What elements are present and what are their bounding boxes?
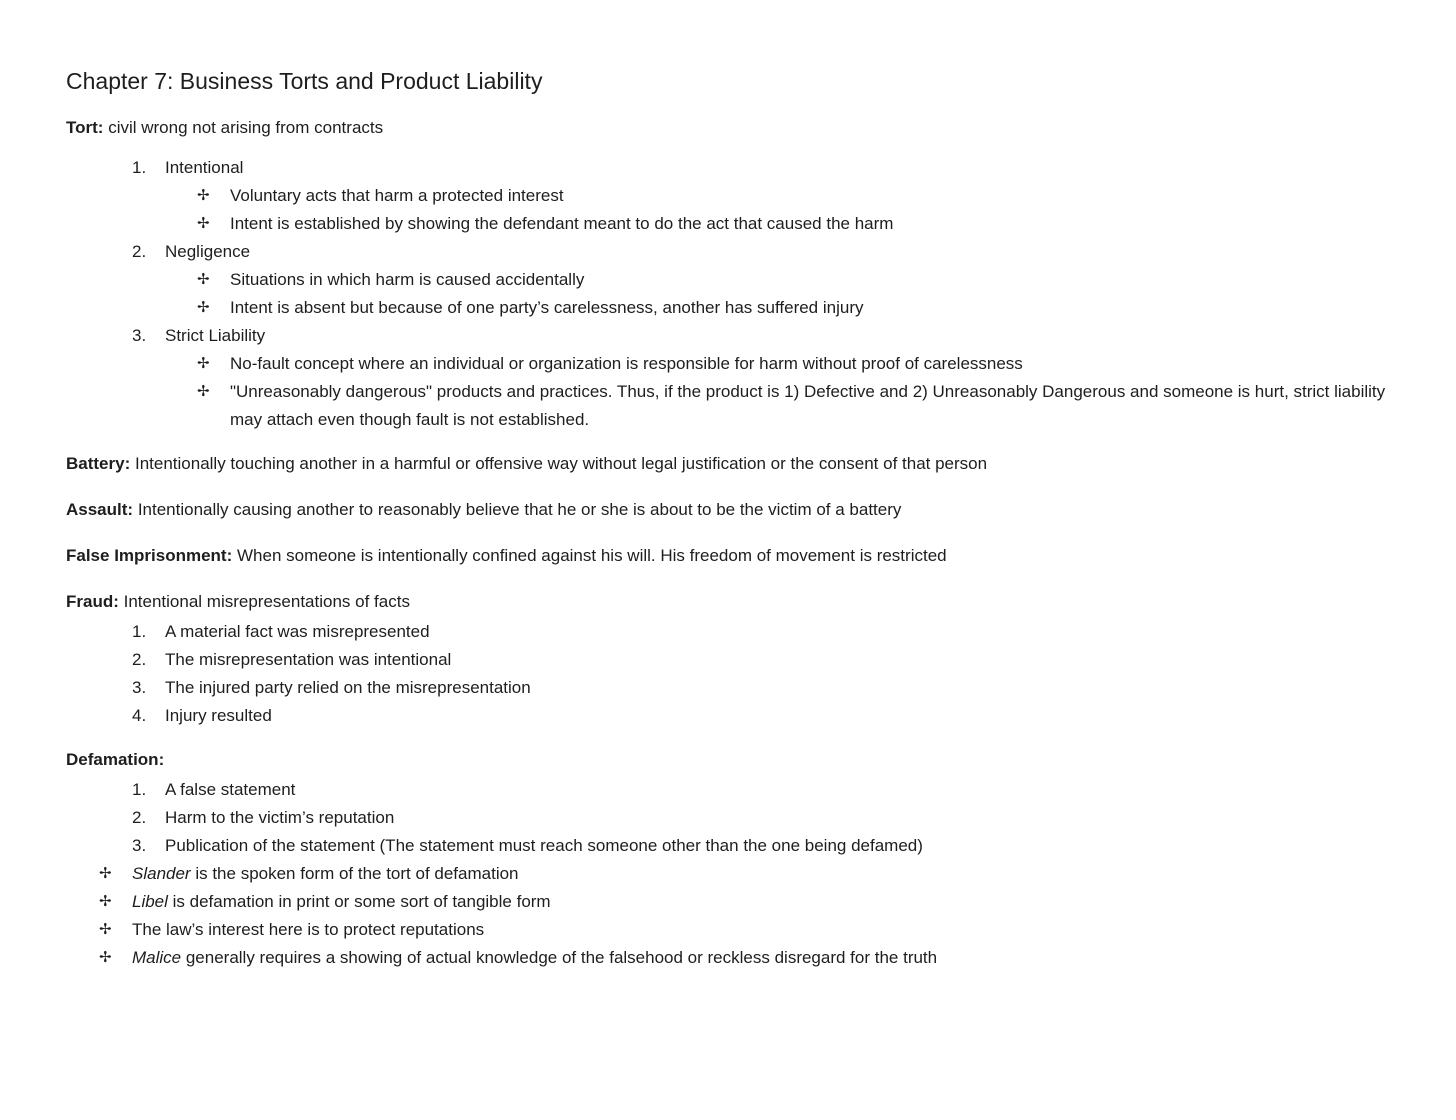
sub-list	[165, 266, 1396, 322]
sub-list-text: "Unreasonably dangerous" products and practices. Thus, if the product is 1) Defective and 2) Unreasonably Dangerous and someone is hurt, strict liability may attach even though fault is not established.	[230, 382, 1386, 429]
defamation-elements-list	[66, 776, 1396, 860]
note-text: is defamation in print or some sort of tangible form	[167, 892, 551, 911]
page-title: Chapter 7: Business Torts and Product Liability	[66, 68, 543, 94]
list-item	[66, 618, 1396, 646]
sub-list-item	[165, 182, 1396, 210]
battery-text: Intentionally touching another in a harmful or offensive way without legal justification or the consent of that person	[134, 454, 988, 473]
list-item	[66, 238, 1396, 322]
fraud-text: Intentional misrepresentations of facts	[123, 592, 410, 611]
note-item	[66, 916, 1396, 944]
assault-text: Intentionally causing another to reasonably believe that he or she is about to be the victim of a battery	[137, 500, 902, 519]
false-imprisonment-text: When someone is intentionally confined against his will. His freedom of movement is restricted	[237, 546, 947, 565]
list-item	[66, 322, 1396, 434]
list-item-label: Strict Liability	[165, 326, 266, 345]
bullet-icon: ✢	[197, 271, 210, 288]
false-imprisonment-term: False Imprisonment:	[66, 546, 233, 565]
list-number: 3.	[132, 836, 147, 855]
defamation-term: Defamation:	[66, 750, 165, 769]
note-item	[66, 888, 1396, 916]
bullet-icon: ✢	[197, 383, 210, 400]
note-emphasis: Libel	[132, 892, 168, 911]
list-number: 1.	[132, 158, 147, 177]
assault-term: Assault:	[66, 500, 134, 519]
bullet-icon: ✢	[197, 355, 210, 372]
assault-definition	[66, 498, 1396, 522]
list-item-label: The misrepresentation was intentional	[165, 650, 452, 669]
document-page	[66, 66, 1396, 972]
sub-list-text: Voluntary acts that harm a protected interest	[230, 186, 564, 205]
tort-term: Tort:	[66, 118, 104, 137]
note-text: generally requires a showing of actual knowledge of the falsehood or reckless disregard for the truth	[181, 948, 938, 967]
sub-list-item	[165, 378, 1396, 434]
list-item	[66, 674, 1396, 702]
sub-list	[165, 182, 1396, 238]
bullet-icon: ✢	[99, 865, 112, 882]
tort-types-list	[66, 154, 1396, 434]
sub-list-text: Situations in which harm is caused accidentally	[230, 270, 585, 289]
bullet-icon: ✢	[99, 949, 112, 966]
list-number: 2.	[132, 242, 147, 261]
list-number: 2.	[132, 808, 147, 827]
list-item	[66, 776, 1396, 804]
sub-list-text: Intent is absent but because of one party’s carelessness, another has suffered injury	[230, 298, 864, 317]
tort-text: civil wrong not arising from contracts	[108, 118, 384, 137]
list-item-label: Negligence	[165, 242, 251, 261]
sub-list-text: No-fault concept where an individual or organization is responsible for harm without proof of carelessness	[230, 354, 1023, 373]
bullet-icon: ✢	[99, 921, 112, 938]
sub-list-item	[165, 350, 1396, 378]
note-emphasis: Malice	[132, 948, 182, 967]
sub-list-item	[165, 294, 1396, 322]
list-item	[66, 832, 1396, 860]
fraud-definition	[66, 590, 1396, 614]
defamation-notes-list	[66, 860, 1396, 972]
bullet-icon: ✢	[99, 893, 112, 910]
sub-list-text: Intent is established by showing the defendant meant to do the act that caused the harm	[230, 214, 894, 233]
note-emphasis: Slander	[132, 864, 191, 883]
note-item	[66, 944, 1396, 972]
list-item-label: A material fact was misrepresented	[165, 622, 430, 641]
list-number: 3.	[132, 326, 147, 345]
list-item	[66, 804, 1396, 832]
note-text: is the spoken form of the tort of defamation	[190, 864, 519, 883]
fraud-term: Fraud:	[66, 592, 119, 611]
list-item-label: The injured party relied on the misrepresentation	[165, 678, 531, 697]
note-text: The law’s interest here is to protect reputations	[132, 920, 485, 939]
tort-definition	[66, 116, 1396, 140]
bullet-icon: ✢	[197, 299, 210, 316]
battery-term: Battery:	[66, 454, 131, 473]
list-item	[66, 646, 1396, 674]
list-item	[66, 702, 1396, 730]
list-item-label: Harm to the victim’s reputation	[165, 808, 395, 827]
list-item-label: Publication of the statement (The statement must reach someone other than the one being defamed)	[165, 836, 923, 855]
list-item	[66, 154, 1396, 238]
sub-list-item	[165, 210, 1396, 238]
list-number: 4.	[132, 706, 147, 725]
list-item-label: A false statement	[165, 780, 296, 799]
list-item-label: Intentional	[165, 158, 244, 177]
fraud-elements-list	[66, 618, 1396, 730]
bullet-icon: ✢	[197, 187, 210, 204]
list-number: 1.	[132, 780, 147, 799]
sub-list	[165, 350, 1396, 434]
sub-list-item	[165, 266, 1396, 294]
false-imprisonment-definition	[66, 544, 1396, 568]
battery-definition	[66, 452, 1396, 476]
list-item-label: Injury resulted	[165, 706, 272, 725]
note-item	[66, 860, 1396, 888]
list-number: 3.	[132, 678, 147, 697]
bullet-icon: ✢	[197, 215, 210, 232]
list-number: 1.	[132, 622, 147, 641]
list-number: 2.	[132, 650, 147, 669]
defamation-heading	[66, 748, 1396, 772]
